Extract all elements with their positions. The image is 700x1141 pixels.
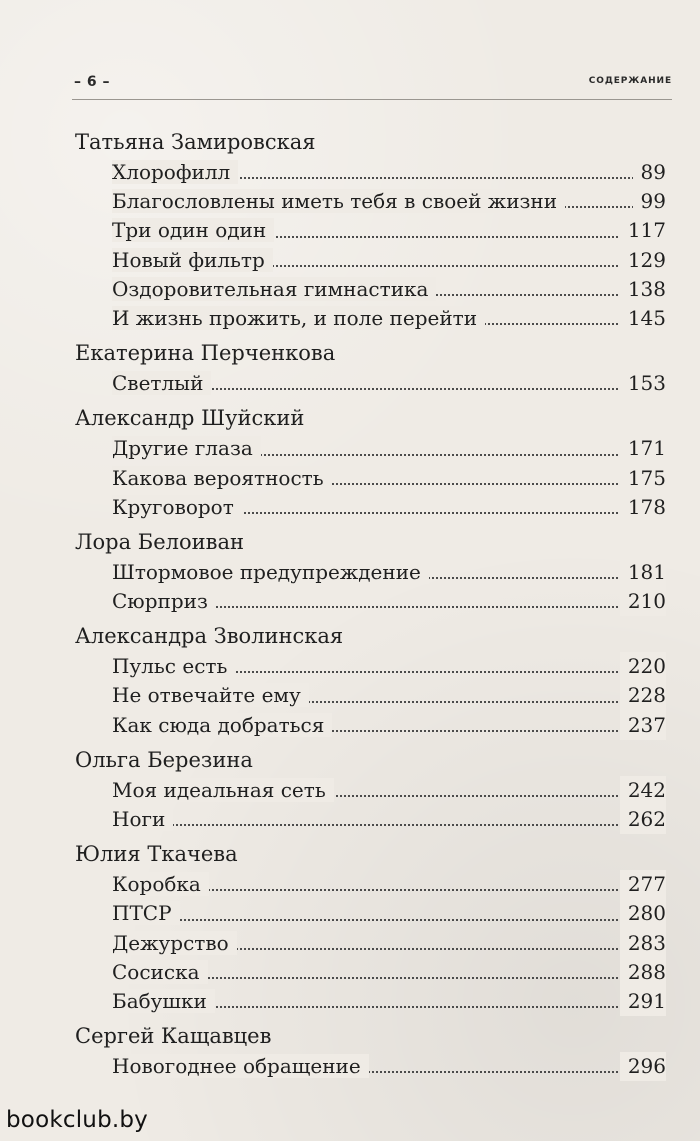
- entry-page-number: 220: [620, 652, 666, 681]
- toc-entry: [112, 987, 666, 1016]
- author-name: Ольга Березина: [75, 747, 253, 772]
- entry-title: Светлый: [112, 371, 211, 395]
- toc-entry: [112, 929, 666, 958]
- author-section: [75, 622, 666, 740]
- toc-entry: [112, 652, 666, 681]
- entry-page-number: 291: [620, 987, 666, 1016]
- toc-entry: [112, 899, 666, 928]
- entry-page-number: 242: [620, 776, 666, 805]
- entry-title: Сосиска: [112, 960, 208, 984]
- author-name: Лора Белоиван: [75, 529, 244, 554]
- toc-entry: [112, 275, 666, 304]
- toc-entry: [112, 711, 666, 740]
- entry-title: Круговорот: [112, 495, 242, 519]
- toc-entry: [112, 246, 666, 275]
- entry-page-number: 138: [620, 275, 666, 304]
- entry-page-number: 283: [620, 929, 666, 958]
- toc-entry: [112, 216, 666, 245]
- toc-entry: [112, 187, 666, 216]
- entry-title: Какова вероятность: [112, 466, 332, 490]
- page-number: – 6 –: [74, 74, 110, 90]
- entry-title: Новогоднее обращение: [112, 1054, 369, 1078]
- entry-title: Новый фильтр: [112, 248, 273, 272]
- author-section: [75, 128, 666, 333]
- site-watermark: bookclub.by: [6, 1107, 148, 1133]
- entry-page-number: 280: [620, 899, 666, 928]
- toc-entry: [112, 304, 666, 333]
- entry-title: Три один один: [112, 218, 274, 242]
- entry-page-number: 117: [620, 216, 666, 245]
- entry-page-number: 178: [620, 493, 666, 522]
- entry-page-number: 277: [620, 870, 666, 899]
- entry-page-number: 99: [633, 187, 666, 216]
- toc-entry: [112, 587, 666, 616]
- entry-page-number: 237: [620, 711, 666, 740]
- toc-entry: [112, 493, 666, 522]
- entry-title: Бабушки: [112, 989, 215, 1013]
- author-name: Сергей Кащавцев: [75, 1024, 272, 1049]
- entry-title: Благословлены иметь тебя в своей жизни: [112, 189, 565, 213]
- author-name: Татьяна Замировская: [75, 130, 316, 154]
- author-section: [75, 746, 666, 834]
- entry-title: Штормовое предупреждение: [112, 560, 429, 584]
- entry-title: Хлорофилл: [112, 160, 238, 184]
- entry-page-number: 262: [620, 805, 666, 834]
- toc-entry: [112, 681, 666, 710]
- entry-page-number: 89: [633, 158, 666, 187]
- toc-entry: [112, 434, 666, 463]
- entry-page-number: 210: [620, 587, 666, 616]
- author-name: Екатерина Перченкова: [75, 341, 336, 366]
- toc-entry: [112, 958, 666, 987]
- entry-page-number: 228: [620, 681, 666, 710]
- page-header: [74, 74, 672, 96]
- dot-leader: [112, 824, 666, 826]
- entry-title: Оздоровительная гимнастика: [112, 277, 436, 301]
- entry-title: Моя идеальная сеть: [112, 778, 334, 802]
- entry-title: Пульс есть: [112, 654, 235, 678]
- author-name: Александра Зволинская: [75, 624, 344, 649]
- entry-title: Дежурство: [112, 931, 237, 955]
- toc-entry: [112, 870, 666, 899]
- entry-title: ПТСР: [112, 901, 180, 925]
- entry-title: Как сюда добраться: [112, 713, 332, 737]
- author-name: Александр Шуйский: [75, 406, 305, 431]
- author-section: [75, 528, 666, 616]
- entry-page-number: 171: [620, 434, 666, 463]
- entry-page-number: 153: [620, 369, 666, 398]
- section-title: СОДЕРЖАНИЕ: [588, 76, 672, 86]
- entry-page-number: 288: [620, 958, 666, 987]
- entry-title: И жизнь прожить, и поле перейти: [112, 306, 485, 330]
- author-section: [75, 339, 666, 398]
- entry-title: Сюрприз: [112, 589, 216, 613]
- author-section: [75, 840, 666, 1016]
- author-name: Юлия Ткачева: [75, 842, 238, 867]
- table-of-contents: [75, 128, 666, 1087]
- toc-entry: [112, 1052, 666, 1081]
- entry-title: Другие глаза: [112, 436, 261, 460]
- author-section: [75, 1022, 666, 1081]
- entry-title: Коробка: [112, 872, 209, 896]
- toc-entry: [112, 558, 666, 587]
- toc-entry: [112, 776, 666, 805]
- entry-page-number: 296: [620, 1052, 666, 1081]
- entry-page-number: 145: [620, 304, 666, 333]
- toc-entry: [112, 805, 666, 834]
- toc-entry: [112, 464, 666, 493]
- entry-title: Ноги: [112, 807, 173, 831]
- dot-leader: [112, 919, 666, 921]
- entry-title: Не отвечайте ему: [112, 683, 309, 707]
- toc-entry: [112, 369, 666, 398]
- entry-page-number: 181: [620, 558, 666, 587]
- header-rule: [72, 99, 672, 100]
- entry-page-number: 129: [620, 246, 666, 275]
- author-section: [75, 404, 666, 522]
- toc-entry: [112, 158, 666, 187]
- entry-page-number: 175: [620, 464, 666, 493]
